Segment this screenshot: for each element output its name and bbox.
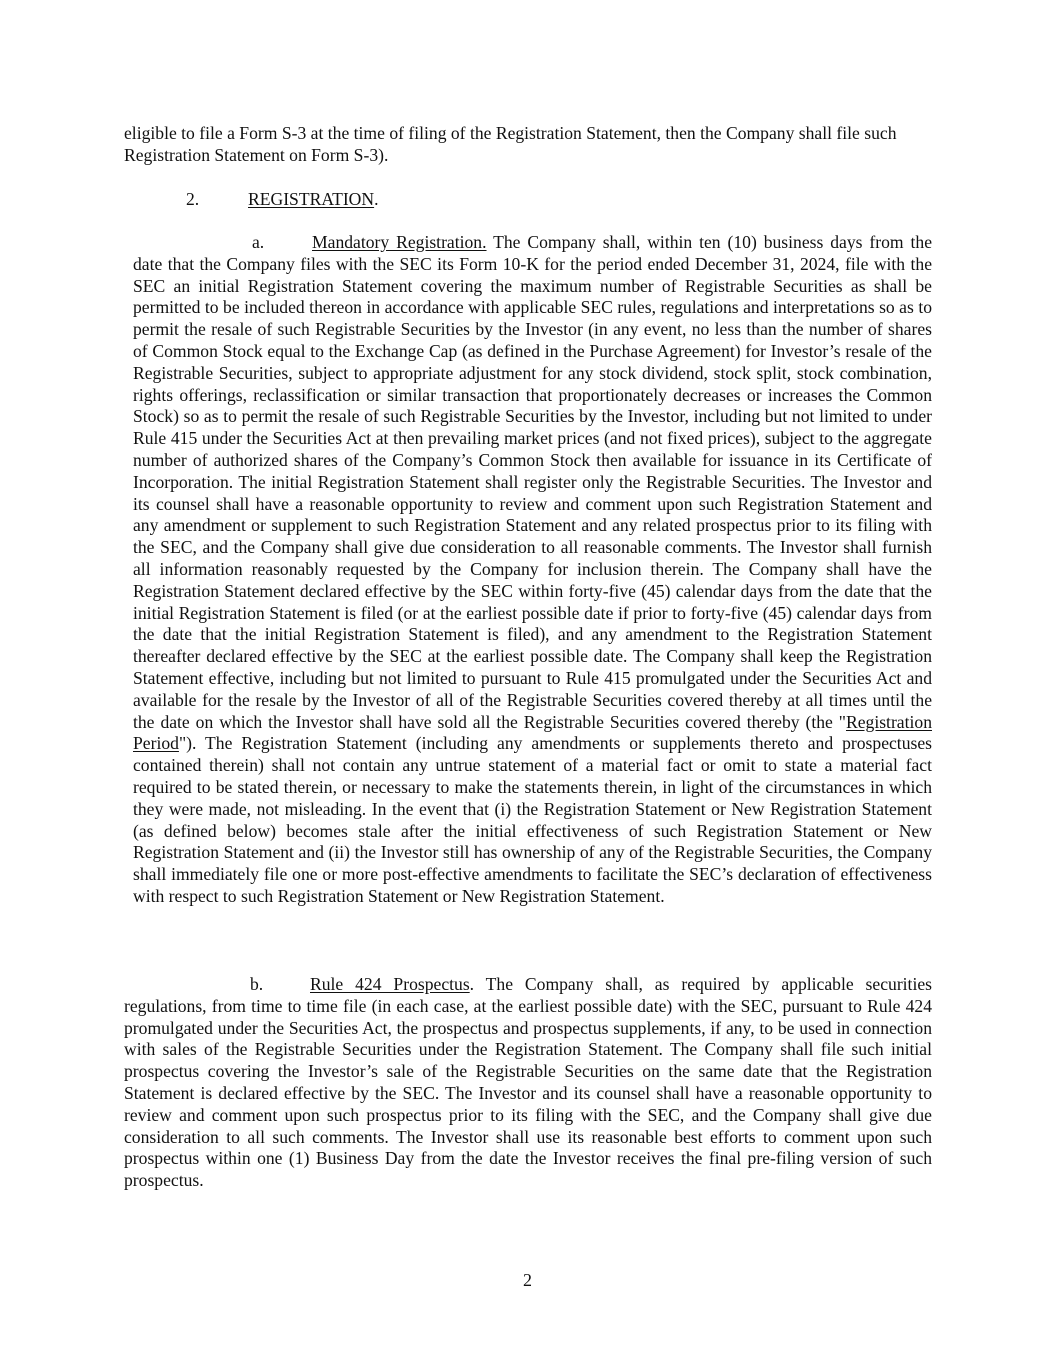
subsection-b-body: . The Company shall, as required by applicable securities regulations, from time to time file (in each case, at the earliest possible date) with the SEC, pursuant to Rule 424 promulgated under the Securities Act, the prospectus and prospectus supplements, if any, to be used in connection with sales of the Registrable Securities under the Registration Statement. The Company shall file such initial prospectus covering the Investor’s sale of the Registrable Securities on the same date that the Registration Statement is declared effective by the SEC. The Investor and its counsel shall have a reasonable opportunity to review and comment upon such prospectus prior to its filing with the SEC, and the Company shall give due consideration to all such comments. The Investor shall use its reasonable best efforts to comment upon such prospectus within one (1) Business Day from the date the Investor receives the final pre-filing version of such prospectus. <box>124 974 932 1191</box>
section-title-suffix: . <box>374 189 379 209</box>
subsection-a-heading: Mandatory Registration. <box>312 232 487 252</box>
subsection-b-heading: Rule 424 Prospectus <box>310 974 470 994</box>
subsection-a-body-part1: The Company shall, within ten (10) business days from the date that the Company files with the SEC its Form 10-K for the period ended December 31, 2024, file with the SEC an initial Registration Statement covering the maximum number of Registrable Securities as shall be permitted to be included thereon in accordance with applicable SEC rules, regulations and interpretations so as to permit the resale of such Registrable Securities by the Investor (in any event, no less than the number of shares of Common Stock equal to the Exchange Cap (as defined in the Purchase Agreement) for Investor’s resale of the Registrable Securities, subject to appropriate adjustment for any stock dividend, stock split, stock combination, rights offerings, reclassification or similar transaction that proportionately decreases or increases the Common Stock) so as to permit the resale of such Registrable Securities by the Investor, including but not limited to under Rule 415 under the Securities Act at then prevailing market prices (and not fixed prices), subject to the aggregate number of authorized shares of the Company’s Common Stock then available for issuance in its Certificate of Incorporation. The initial Registration Statement shall register only the Registrable Securities. The Investor and its counsel shall have a reasonable opportunity to review and comment upon such Registration Statement and any amendment or supplement to such Registration Statement and any related prospectus prior to its filing with the SEC, and the Company shall give due consideration to all reasonable comments. The Investor shall furnish all information reasonably requested by the Company for inclusion therein. The Company shall have the Registration Statement declared effective by the SEC within forty-five (45) calendar days from the date that the initial Registration Statement is filed (or at the earliest possible date if prior to forty-five (45) calendar days from the date that the initial Registration Statement is filed), and any amendment to the Registration Statement thereafter declared effective by the SEC at the earliest possible date. The Company shall keep the Registration Statement effective, including but not limited to pursuant to Rule 415 promulgated under the Securities Act and available for the resale by the Investor of all of the Registrable Securities covered thereby at all times until the the date on which the Investor shall have sold all the Registrable Securities covered thereby (the " <box>133 232 933 732</box>
subsection-b-paragraph <box>124 974 932 1192</box>
subsection-a-letter: a. <box>252 232 265 252</box>
section-title: REGISTRATION <box>248 189 375 209</box>
subsection-b-letter: b. <box>250 974 264 994</box>
subsection-a-paragraph <box>133 232 932 908</box>
section-heading <box>186 188 379 210</box>
intro-paragraph: eligible to file a Form S-3 at the time of filing of the Registration Statement, then the Company shall file such Registration Statement on Form S-3). <box>124 123 897 165</box>
subsection-a-body-part2: "). The Registration Statement (including any amendments or supplements thereto and prospectuses contained therein) shall not contain any untrue statement of a material fact or omit to state a material fact required to be stated therein, or necessary to make the statements therein, in light of the circumstances in which they were made, not misleading. In the event that (i) the Registration Statement or New Registration Statement (as defined below) becomes stale after the initial effectiveness of such Registration Statement or New Registration Statement and (ii) the Investor still has ownership of any of the Registrable Securities, the Company shall immediately file one or more post-effective amendments to facilitate the SEC’s declaration of effectiveness with respect to such Registration Statement or New Registration Statement. <box>133 733 932 906</box>
page-number: 2 <box>523 1270 532 1290</box>
defined-term-registration-period: Registration Period <box>133 711 932 754</box>
section-number: 2. <box>186 189 200 209</box>
